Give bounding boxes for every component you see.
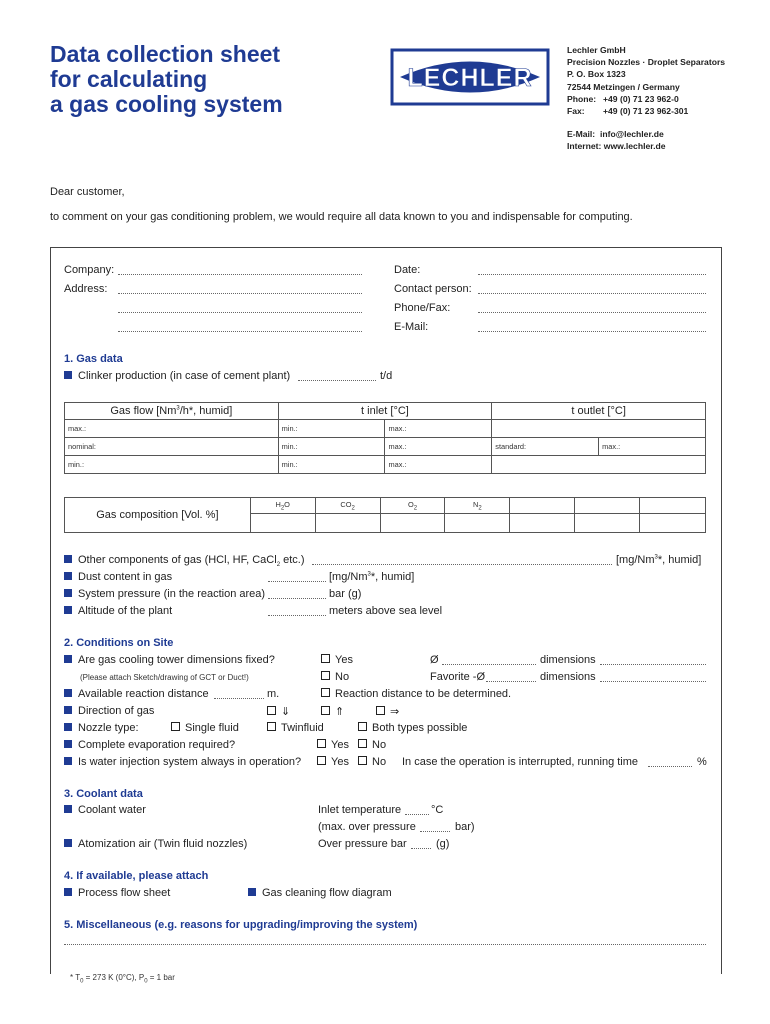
co2-header: $CO_2$ — [315, 498, 380, 514]
email-label: E-Mail: — [567, 129, 596, 140]
max-pressure-field[interactable] — [420, 831, 450, 832]
logo-text: LECHLER — [407, 64, 533, 92]
checkbox-icon[interactable] — [358, 722, 367, 731]
table-row: max.: min.: max.: — [65, 420, 706, 438]
title-line-2: for calculating — [50, 66, 208, 92]
reaction-distance-row: Available reaction distance — [64, 688, 209, 700]
dimensions-field-1[interactable] — [600, 664, 706, 665]
favorite-diameter-field[interactable] — [486, 681, 536, 682]
bullet-square-icon — [64, 706, 72, 714]
date-label: Date: — [394, 264, 421, 276]
favorite-diameter-label: Favorite -Ø — [430, 671, 486, 683]
inlet-temp-field[interactable] — [405, 814, 429, 815]
address-field-2[interactable] — [118, 312, 362, 313]
clinker-field[interactable] — [298, 380, 376, 381]
evaporation-row: Complete evaporation required? — [64, 739, 235, 751]
checkbox-icon[interactable] — [376, 706, 385, 715]
company-label: Company: — [64, 264, 115, 276]
checkbox-icon[interactable] — [321, 654, 330, 663]
max-pressure-label: (max. over pressure — [318, 821, 416, 833]
misc-heading: 5. Miscellaneous (e.g. reasons for upgrading/improving the system) — [64, 919, 418, 931]
other-components-row: Other components of gas (HCl, HF, CaCl$_2$ etc.) — [64, 554, 304, 568]
checkbox-icon[interactable] — [267, 722, 276, 731]
twinfluid-option[interactable]: Twinfluid — [267, 722, 324, 734]
over-pressure-unit: (g) — [436, 838, 450, 850]
max-pressure-unit: bar) — [455, 821, 475, 833]
dimensions-field-2[interactable] — [600, 681, 706, 682]
gas-flow-table — [64, 402, 706, 474]
gas-cleaning-item: Gas cleaning flow diagram — [248, 887, 392, 899]
email-field[interactable] — [478, 331, 706, 332]
other-components-unit: [mg/Nm$^3$*, humid] — [616, 554, 702, 566]
injection-row: Is water injection system always in operation? — [64, 756, 301, 768]
email-field-label: E-Mail: — [394, 321, 429, 333]
attach-note: (Please attach Sketch/drawing of GCT or Duct!) — [80, 673, 249, 682]
checkbox-icon[interactable] — [317, 739, 326, 748]
title-line-3: a gas cooling system — [50, 91, 283, 117]
footnote: * $T_0 = 273$ K (0°C), $P_0 = 1$ bar — [70, 973, 175, 985]
fax-label: Fax: — [567, 106, 585, 117]
both-types-option[interactable]: Both types possible — [358, 722, 467, 734]
tower-no-option[interactable]: No — [321, 671, 349, 683]
process-flow-sheet-item: Process flow sheet — [64, 887, 170, 899]
over-pressure-field[interactable] — [411, 848, 431, 849]
bullet-square-icon — [64, 740, 72, 748]
internet-value[interactable]: www.lechler.de — [603, 141, 666, 152]
fax-value: +49 (0) 71 23 962-301 — [603, 106, 689, 117]
company-info — [567, 44, 725, 153]
t-inlet-header: t inlet [°C] — [278, 403, 492, 420]
gas-composition-table — [64, 497, 706, 533]
pressure-unit: bar (g) — [329, 588, 362, 600]
table-row: nominal: min.: max.: standard: max.: — [65, 438, 706, 456]
checkbox-icon[interactable] — [317, 756, 326, 765]
inlet-temp-label: Inlet temperature — [318, 804, 402, 816]
checkbox-icon[interactable] — [321, 706, 330, 715]
diameter-label: Ø — [430, 654, 439, 666]
company-field[interactable] — [118, 274, 362, 275]
arrow-up-icon: ⇑ — [335, 706, 345, 718]
checkbox-icon[interactable] — [358, 739, 367, 748]
altitude-field[interactable] — [268, 615, 326, 616]
n2-header: $N_2$ — [445, 498, 510, 514]
bullet-square-icon — [64, 655, 72, 663]
direction-row: Direction of gas — [64, 705, 154, 717]
dimensions-label-1: dimensions — [540, 654, 596, 666]
tower-row: Are gas cooling tower dimensions fixed? — [64, 654, 275, 666]
nozzle-type-row: Nozzle type: — [64, 722, 139, 734]
bullet-square-icon — [64, 371, 72, 379]
direction-down-option[interactable] — [267, 705, 290, 718]
inlet-temp-unit: °C — [431, 804, 444, 816]
bullet-square-icon — [64, 572, 72, 580]
bullet-square-icon — [64, 606, 72, 614]
company-name: Lechler GmbH — [567, 45, 626, 55]
gas-flow-header: Gas flow [Nm$^3$/h*, humid] — [65, 403, 279, 420]
checkbox-icon[interactable] — [358, 756, 367, 765]
arrow-right-icon: ⇒ — [390, 706, 400, 718]
date-field[interactable] — [478, 274, 706, 275]
running-time-field[interactable] — [648, 766, 692, 767]
interrupted-label: In case the operation is interrupted, running time — [402, 756, 639, 768]
dust-row: Dust content in gas — [64, 571, 172, 583]
diameter-field[interactable] — [442, 664, 536, 665]
other-components-field[interactable] — [312, 564, 612, 565]
checkbox-icon[interactable] — [171, 722, 180, 731]
clinker-unit: t/d — [380, 370, 393, 382]
page-title — [50, 42, 283, 117]
bullet-square-icon — [64, 723, 72, 731]
lechler-logo — [390, 48, 550, 106]
evaporation-no-option[interactable]: No — [358, 739, 386, 751]
misc-field[interactable] — [64, 944, 706, 945]
coolant-heading: 3. Coolant data — [64, 788, 143, 800]
gas-data-heading: 1. Gas data — [64, 353, 123, 365]
o2-header: $O_2$ — [380, 498, 445, 514]
over-pressure-label: Over pressure bar — [318, 838, 407, 850]
phone-fax-field[interactable] — [478, 312, 706, 313]
address-field-1[interactable] — [118, 293, 362, 294]
conditions-heading: 2. Conditions on Site — [64, 637, 174, 649]
coolant-water-row: Coolant water — [64, 804, 146, 816]
percent-unit: % — [697, 756, 707, 768]
dimensions-label-2: dimensions — [540, 671, 596, 683]
clinker-row — [64, 370, 290, 382]
altitude-unit: meters above sea level — [329, 605, 443, 617]
table-row: min.: min.: max.: — [65, 456, 706, 474]
address-label: Address: — [64, 283, 108, 295]
dust-field[interactable] — [268, 581, 326, 582]
injection-no-option[interactable]: No — [358, 756, 386, 768]
intro-text: to comment on your gas conditioning problem, we would require all data known to you and indispensable for computing. — [50, 211, 633, 223]
injection-yes-option[interactable]: Yes — [317, 756, 349, 768]
h2o-header: $H_2O$ — [250, 498, 315, 514]
contact-person-field[interactable] — [478, 293, 706, 294]
phone-label: Phone: — [567, 93, 597, 104]
greeting: Dear customer, — [50, 186, 125, 198]
t-outlet-header: t outlet [°C] — [492, 403, 706, 420]
bullet-square-icon — [64, 757, 72, 765]
reaction-distance-field[interactable] — [214, 698, 264, 699]
contact-person-label: Contact person: — [394, 283, 472, 295]
pressure-field[interactable] — [268, 598, 326, 599]
email-value[interactable]: info@lechler.de — [599, 129, 664, 140]
phone-value: +49 (0) 71 23 962-0 — [603, 93, 679, 104]
company-tagline: Precision Nozzles · Droplet Separators — [567, 57, 726, 68]
evaporation-yes-option[interactable]: Yes — [317, 739, 349, 751]
altitude-row: Altitude of the plant — [64, 605, 172, 617]
company-po-box: P. O. Box 1323 — [567, 69, 626, 80]
address-field-3[interactable] — [118, 331, 362, 332]
bullet-square-icon — [64, 839, 72, 847]
bullet-square-icon — [248, 888, 256, 896]
checkbox-icon[interactable] — [321, 671, 330, 680]
bullet-square-icon — [64, 689, 72, 697]
attach-heading: 4. If available, please attach — [64, 870, 209, 882]
gas-composition-label: Gas composition [Vol. %] — [65, 498, 251, 533]
phone-fax-label: Phone/Fax: — [394, 302, 451, 314]
bullet-square-icon — [64, 805, 72, 813]
checkbox-icon[interactable] — [321, 688, 330, 697]
single-fluid-option[interactable]: Single fluid — [171, 722, 239, 734]
direction-up-option[interactable] — [321, 705, 344, 718]
reaction-unit: m. — [267, 688, 280, 700]
direction-right-option[interactable] — [376, 705, 399, 718]
bullet-square-icon — [64, 555, 72, 563]
bullet-square-icon — [64, 888, 72, 896]
atomization-air-row: Atomization air (Twin fluid nozzles) — [64, 838, 247, 850]
pressure-row: System pressure (in the reaction area) — [64, 588, 265, 600]
arrow-down-icon: ⇓ — [281, 706, 291, 718]
bullet-square-icon — [64, 589, 72, 597]
checkbox-icon[interactable] — [267, 706, 276, 715]
tower-yes-option[interactable]: Yes — [321, 654, 353, 666]
clinker-label: Clinker production (in case of cement plant) — [78, 370, 291, 382]
title-line-1: Data collection sheet — [50, 41, 281, 67]
internet-label: Internet: — [567, 141, 602, 152]
dust-unit: [mg/Nm$^3$*, humid] — [329, 571, 415, 583]
reaction-tbd-option[interactable]: Reaction distance to be determined. — [321, 688, 511, 700]
company-city: 72544 Metzingen / Germany — [567, 81, 680, 92]
